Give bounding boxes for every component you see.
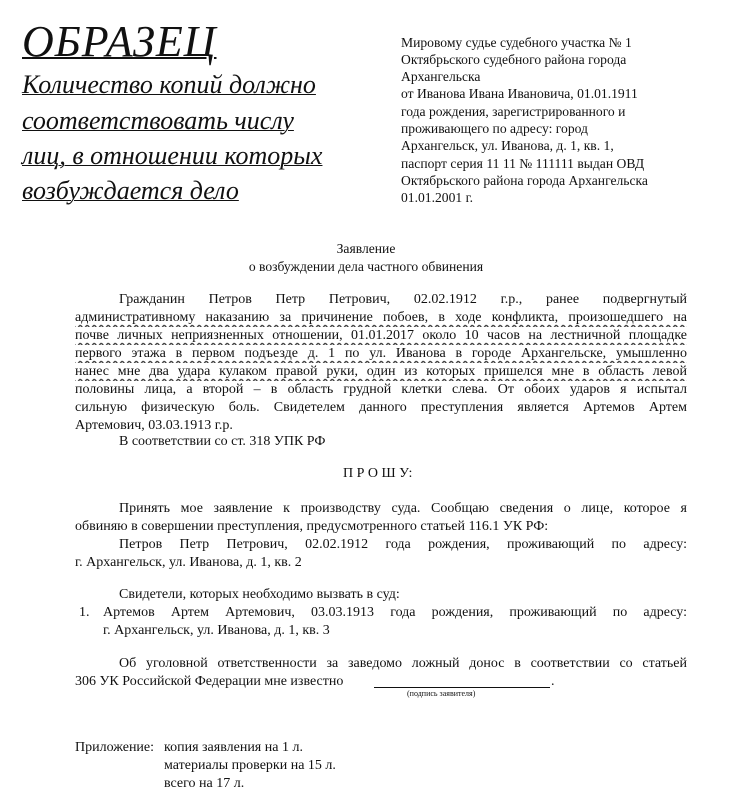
paragraph-line: почве личных неприязненных отношении, 01.01.2017 около 10 часов на лестничной площадке: [75, 328, 687, 343]
addressee-line: Архангельска: [401, 69, 481, 84]
paragraph-line: сильную физическую боль. Свидетелем данного преступления является Артемов Артем: [75, 400, 687, 415]
sample-note-line: Количество копий должно: [22, 70, 316, 99]
attachment-item: материалы проверки на 15 л.: [164, 758, 336, 773]
paragraph-line: Гражданин Петров Петр Петрович, 02.02.1912 г.р., ранее подвергнутый: [119, 292, 687, 307]
signature-line: [374, 673, 550, 688]
addressee-line: от Иванова Ивана Ивановича, 01.01.1911: [401, 86, 638, 101]
addressee-line: Октябрьского района города Архангельска: [401, 173, 648, 188]
witnesses-heading: Свидетели, которых необходимо вызвать в суд:: [119, 587, 400, 602]
paragraph-line: половины лица, а второй – в область грудной клетки слева. От обоих ударов я испытал: [75, 382, 687, 397]
document-subtitle: о возбуждении дела частного обвинения: [248, 259, 484, 274]
addressee-line: Архангельск, ул. Иванова, д. 1, кв. 1,: [401, 138, 614, 153]
sample-title: ОБРАЗЕЦ: [22, 17, 217, 66]
attachment-item: копия заявления на 1 л.: [164, 740, 303, 755]
addressee-line: года рождения, зарегистрированного и: [401, 104, 626, 119]
legal-reference: В соответствии со ст. 318 УПК РФ: [119, 434, 326, 449]
addressee-line: паспорт серия 11 11 № 111111 выдан ОВД: [401, 156, 645, 171]
addressee-line: проживающего по адресу: город: [401, 121, 588, 136]
request-line: обвиняю в совершении преступления, предусмотренного статьей 116.1 УК РФ:: [75, 519, 549, 534]
witness-number: 1.: [79, 605, 90, 620]
accused-line: Петров Петр Петрович, 02.02.1912 года рождения, проживающий по адресу:: [119, 537, 687, 552]
sample-note-line: возбуждается дело: [22, 176, 239, 205]
witness-line: г. Архангельск, ул. Иванова, д. 1, кв. 3: [103, 623, 330, 638]
paragraph-line: Артемович, 03.03.1913 г.р.: [75, 418, 233, 433]
addressee-line: Мировому судье судебного участка № 1: [401, 35, 632, 50]
sample-note-line: соответствовать числу: [22, 106, 294, 135]
paragraph-line: первого этажа в первом подъезде д. 1 по ул. Иванова в городе Архангельске, умышленно: [75, 346, 687, 361]
paragraph-line: административному наказанию за причинение побоев, в ходе конфликта, произошедшего на: [75, 310, 687, 325]
attachment-item: всего на 17 л.: [164, 776, 245, 791]
attachments-label: Приложение:: [75, 740, 155, 755]
witness-line: Артемов Артем Артемович, 03.03.1913 года рождения, проживающий по адресу:: [103, 605, 687, 620]
paragraph-line: нанес мне два удара кулаком правой руки, один из которых пришелся мне в область левой: [75, 364, 687, 379]
addressee-line: Октябрьского судебного района города: [401, 52, 627, 67]
request-line: Принять мое заявление к производству суда. Сообщаю сведения о лице, которое я: [119, 501, 687, 516]
accused-line: г. Архангельск, ул. Иванова, д. 1, кв. 2: [75, 555, 302, 570]
document-title: Заявление: [336, 241, 396, 256]
liability-line: Об уголовной ответственности за заведомо ложный донос в соответствии со статьей: [119, 656, 687, 671]
sample-note-line: лиц, в отношении которых: [22, 141, 323, 170]
signature-caption: (подпись заявителя): [407, 689, 476, 698]
signature-dot: .: [551, 674, 555, 689]
addressee-line: 01.01.2001 г.: [401, 190, 474, 205]
liability-line: 306 УК Российской Федерации мне известно: [75, 674, 344, 689]
request-heading: П Р О Ш У:: [343, 466, 413, 481]
